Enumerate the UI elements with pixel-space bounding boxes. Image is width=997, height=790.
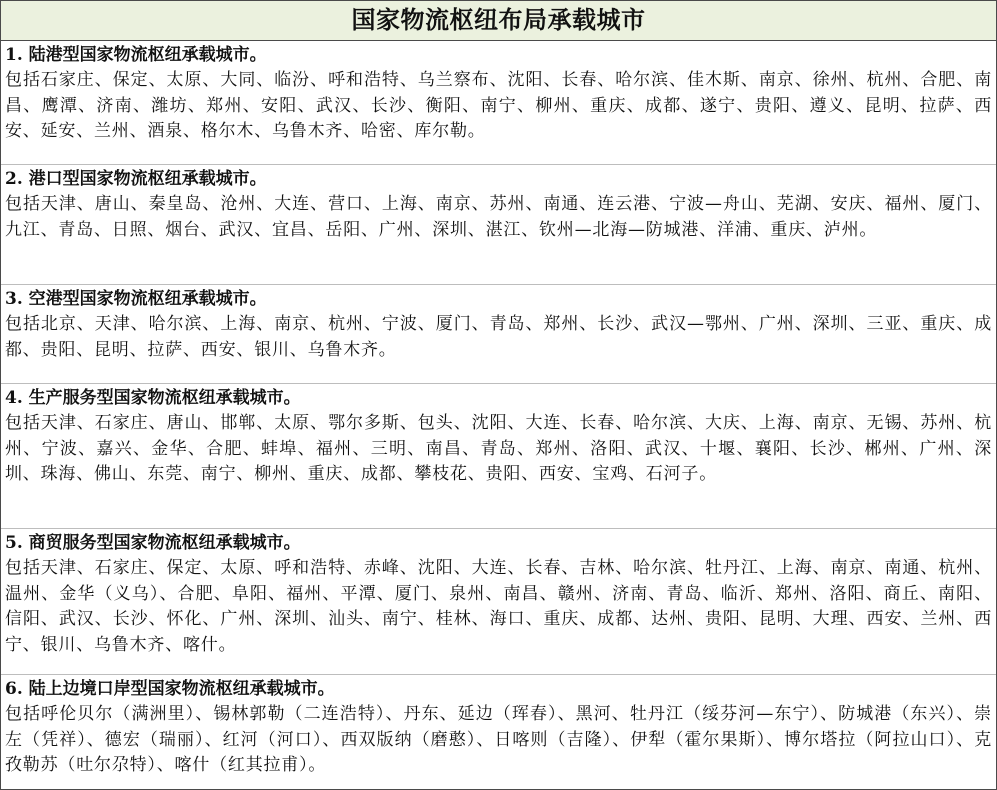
section-body: 包括石家庄、保定、太原、大同、临汾、呼和浩特、乌兰察布、沈阳、长春、哈尔滨、佳木斯、南京、徐州、杭州、合肥、南昌、鹰潭、济南、潍坊、郑州、安阳、武汉、长沙、衡阳、南宁、柳州、重庆、成都、遂宁、贵阳、遵义、昆明、拉萨、西安、延安、兰州、酒泉、格尔木、乌鲁木齐、哈密、库尔勒。 xyxy=(5,70,992,141)
section-heading: 2. 港口型国家物流枢纽承载城市。 xyxy=(5,169,267,189)
section-body: 包括北京、天津、哈尔滨、上海、南京、杭州、宁波、厦门、青岛、郑州、长沙、武汉—鄂州、广州、深圳、三亚、重庆、成都、贵阳、昆明、拉萨、西安、银川、乌鲁木齐。 xyxy=(5,314,992,360)
section-sea-port xyxy=(1,165,996,285)
section-trade-service xyxy=(1,529,996,675)
section-heading: 5. 商贸服务型国家物流枢纽承载城市。 xyxy=(5,533,301,553)
section-heading: 1. 陆港型国家物流枢纽承载城市。 xyxy=(5,45,267,65)
section-body: 包括呼伦贝尔（满洲里）、锡林郭勒（二连浩特）、丹东、延边（珲春）、黑河、牡丹江（绥芬河—东宁）、防城港（东兴）、崇左（凭祥）、德宏（瑞丽）、红河（河口）、西双版纳（磨憨）、日喀则（吉隆）、伊犁（霍尔果斯）、博尔塔拉（阿拉山口）、克孜勒苏（吐尔尕特）、喀什（红其拉甫）。 xyxy=(5,704,992,775)
section-border-port xyxy=(1,675,996,788)
section-body: 包括天津、唐山、秦皇岛、沧州、大连、营口、上海、南京、苏州、南通、连云港、宁波—舟山、芜湖、安庆、福州、厦门、九江、青岛、日照、烟台、武汉、宜昌、岳阳、广州、深圳、湛江、钦州—北海—防城港、洋浦、重庆、泸州。 xyxy=(5,194,992,240)
section-airport xyxy=(1,285,996,384)
section-production-service xyxy=(1,384,996,529)
section-body: 包括天津、石家庄、保定、太原、呼和浩特、赤峰、沈阳、大连、长春、吉林、哈尔滨、牡丹江、上海、南京、南通、杭州、温州、金华（义乌）、合肥、阜阳、福州、平潭、厦门、泉州、南昌、赣州、济南、青岛、临沂、郑州、洛阳、商丘、南阳、信阳、武汉、长沙、怀化、广州、深圳、汕头、南宁、桂林、海口、重庆、成都、达州、贵阳、昆明、大理、西安、兰州、西宁、银川、乌鲁木齐、喀什。 xyxy=(5,558,992,655)
page-title: 国家物流枢纽布局承载城市 xyxy=(1,1,996,41)
section-body: 包括天津、石家庄、唐山、邯郸、太原、鄂尔多斯、包头、沈阳、大连、长春、哈尔滨、大庆、上海、南京、无锡、苏州、杭州、宁波、嘉兴、金华、合肥、蚌埠、福州、三明、南昌、青岛、郑州、洛阳、武汉、十堰、襄阳、长沙、郴州、广州、深圳、珠海、佛山、东莞、南宁、柳州、重庆、成都、攀枝花、贵阳、西安、宝鸡、石河子。 xyxy=(5,413,992,484)
section-heading: 3. 空港型国家物流枢纽承载城市。 xyxy=(5,289,267,309)
section-heading: 4. 生产服务型国家物流枢纽承载城市。 xyxy=(5,388,301,408)
section-heading: 6. 陆上边境口岸型国家物流枢纽承载城市。 xyxy=(5,679,335,699)
section-land-port xyxy=(1,41,996,165)
